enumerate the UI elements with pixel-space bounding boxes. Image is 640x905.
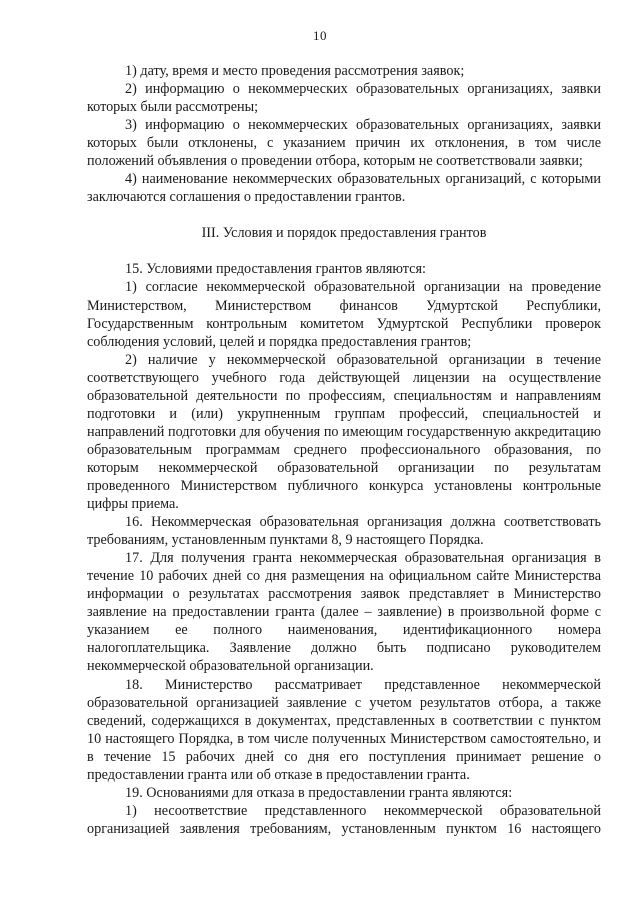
- clause-17: 17. Для получения гранта некоммерческая образовательная организация в течение 10 рабочих дней со дня размещения на официальном сайте Министерства информации о результатах рассмотрения заявок представляет в Министерство заявление на предоставлении гранта (далее – заявление) в произвольной форме с указанием ее полного наименования, идентификационного номера налогоплательщика. Заявление должно быть подписано руководителем некоммерческой образовательной организации.: [87, 550, 601, 675]
- spacer: [87, 242, 601, 260]
- list-item-2: 2) информацию о некоммерческих образовательных организациях, заявки которых были рассмотрены;: [87, 81, 601, 116]
- clause-15-item-1: 1) согласие некоммерческой образовательной организации на проведение Министерством, Министерством финансов Удмуртской Республики, Государственным контрольным комитетом Удмуртской Республики проверок соблюдения условий, целей и порядка предоставления грантов;: [87, 279, 601, 350]
- clause-16: 16. Некоммерческая образовательная организация должна соответствовать требованиям, установленным пунктами 8, 9 настоящего Порядка.: [87, 514, 601, 549]
- list-item-1: 1) дату, время и место проведения рассмотрения заявок;: [125, 63, 465, 79]
- clause-19: 19. Основаниями для отказа в предоставлении гранта являются:: [125, 784, 513, 801]
- clause-15-item-2: 2) наличие у некоммерческой образовательной организации в течение соответствующего учебного года действующей лицензии на осуществление образовательной деятельности по профессиям, специальностям и направлениям подготовки и (или) укрупненным группам профессий, специальностей и направлений подготовки для обучения по имеющим государственную аккредитацию образовательным программам среднего профессионального образования, по которым некоммерческой образовательной организации по результатам проведенного Министерством публичного конкурса установлены контрольные цифры приема.: [87, 351, 601, 513]
- page-number: 10: [313, 28, 327, 43]
- clause-19-item-1: 1) несоответствие представленного некоммерческой образовательной организацией заявления требованиям, установленным пунктом 16 настоящего: [87, 802, 601, 837]
- spacer: [87, 206, 601, 224]
- list-item-4: 4) наименование некоммерческих образовательных организаций, с которыми заключаются соглашения о предоставлении грантов.: [87, 171, 601, 206]
- clause-15: 15. Условиями предоставления грантов являются:: [125, 261, 426, 278]
- clause-18: 18. Министерство рассматривает представленное некоммерческой образовательной организацией заявление с учетом результатов отбора, а также сведений, содержащихся в документах, представленных в соответствии с пунктом 10 настоящего Порядка, в том числе полученных Министерством самостоятельно, и в течение 15 рабочих дней со дня его поступления принимает решение о предоставлении гранта или об отказе в предоставлении гранта.: [87, 676, 601, 783]
- document-body: [87, 62, 601, 838]
- list-item-3: 3) информацию о некоммерческих образовательных организациях, заявки которых были отклонены, с указанием причин их отклонения, в том числе положений объявления о проведении отбора, которым не соответствовали заявки;: [87, 117, 601, 170]
- section-heading: III. Условия и порядок предоставления грантов: [201, 225, 487, 242]
